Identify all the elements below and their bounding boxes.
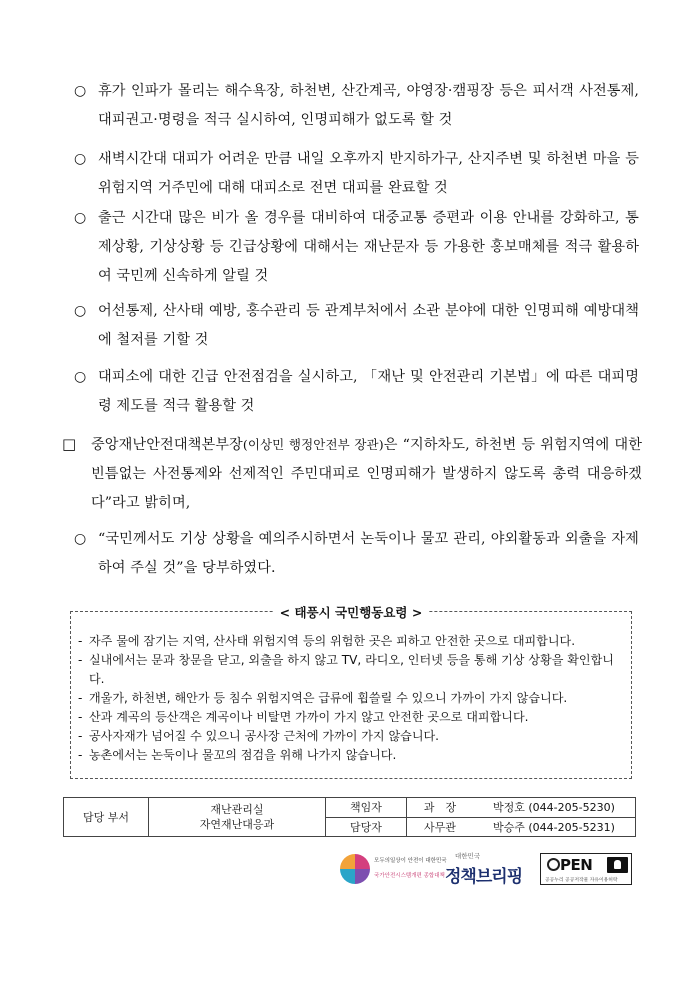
bullet-item-3 [74, 204, 639, 291]
guide-item: - 산과 계곡의 등산객은 계곡이나 비탈면 가까이 가지 않고 안전한 곳으로 대피합니다. [78, 708, 626, 727]
guide-item: - 자주 물에 잠기는 지역, 산사태 위험지역 등의 위험한 곳은 피하고 안전한 곳으로 대피합니다. [78, 632, 626, 651]
square-bullet-icon: □ [62, 435, 77, 453]
kogl-open-logo: PEN 공공누리 공공저작물 자유이용허락 [540, 853, 632, 885]
square-paragraph [62, 430, 642, 518]
bullet-item-5 [74, 363, 639, 421]
bullet-item-1 [74, 77, 639, 135]
bullet-text: 출근 시간대 많은 비가 올 경우를 대비하여 대중교통 증편과 이용 안내를 강화하고, 통제상황, 기상상황 등 긴급상황에 대해서는 재난문자 등 가용한 홍보매체를 적극 활용하여 국민께 신속하게 알릴 것 [98, 210, 639, 284]
typhoon-guide-box [70, 605, 632, 779]
circle-bullet-icon: ○ [74, 369, 87, 385]
bullet-item-4 [74, 297, 639, 355]
guide-item: - 농촌에서는 논둑이나 물꼬의 점검을 위해 나가지 않습니다. [78, 746, 626, 765]
person-cell: 박정호 (044-205-5230) [473, 798, 636, 818]
safety-korea-logo: 모두의일상이 안전이 대한민국 국가안전시스템개편 종합대책 [340, 851, 430, 889]
contact-row [64, 798, 636, 818]
guide-item: - 개울가, 하천변, 해안가 등 침수 위험지역은 급류에 휩쓸릴 수 있으니 가까이 가지 않습니다. [78, 689, 626, 708]
guide-title: < 태풍시 국민행동요령 > [71, 603, 631, 621]
open-o-icon [547, 858, 560, 871]
bullet-text: 대피소에 대한 긴급 안전점검을 실시하고, 「재난 및 안전관리 기본법」에 따른 대피명령 제도를 적극 활용할 것 [98, 369, 639, 414]
bullet-item-2 [74, 145, 639, 203]
dept-label: 담당 부서 [64, 798, 149, 837]
guide-item: - 실내에서는 문과 창문을 닫고, 외출을 하지 않고 TV, 라디오, 인터넷 등을 통해 기상 상황을 확인합니다. [78, 651, 626, 689]
bullet-text: 휴가 인파가 몰리는 해수욕장, 하천변, 산간계곡, 야영장·캠핑장 등은 피서객 사전통제, 대피권고·명령을 적극 실시하여, 인명피해가 없도록 할 것 [98, 83, 639, 128]
bullet-text: 새벽시간대 대피가 어려운 만큼 내일 오후까지 반지하가구, 산지주변 및 하천변 마을 등 위험지역 거주민에 대해 대피소로 전면 대피를 완료할 것 [98, 151, 639, 196]
role-cell: 책임자 [326, 798, 407, 818]
guide-item: - 공사자재가 넘어질 수 있으니 공사장 근처에 가까이 가지 않습니다. [78, 727, 626, 746]
circle-bullet-icon: ○ [74, 210, 87, 226]
policy-briefing-logo: 대한민국 정책브리핑 [445, 852, 523, 887]
bullet-item-final [74, 525, 639, 583]
square-text: 중앙재난안전대책본부장(이상민 행정안전부 장관)은 “지하차도, 하천변 등 위험지역에 대한 빈틈없는 사전통제와 선제적인 주민대피로 인명피해가 발생하지 않도록 총력 대응하겠다”라고 밝히며, [91, 437, 642, 511]
person-cell: 박승주 (044-205-5231) [473, 817, 636, 837]
circle-bullet-icon: ○ [74, 531, 87, 547]
attribution-icon [607, 857, 628, 873]
title-cell: 과 장 [407, 798, 474, 818]
circle-bullet-icon: ○ [74, 303, 87, 319]
safety-logo-icon [340, 854, 370, 884]
role-cell: 담당자 [326, 817, 407, 837]
circle-bullet-icon: ○ [74, 151, 87, 167]
title-cell: 사무관 [407, 817, 474, 837]
contact-table [63, 797, 636, 837]
circle-bullet-icon: ○ [74, 83, 87, 99]
bullet-text: 어선통제, 산사태 예방, 홍수관리 등 관계부처에서 소관 분야에 대한 인명피해 예방대책에 철저를 기할 것 [98, 303, 639, 348]
dept-name: 재난관리실 자연재난대응과 [149, 798, 326, 837]
guide-list [78, 632, 626, 765]
bullet-text: “국민께서도 기상 상황을 예의주시하면서 논둑이나 물꼬 관리, 야외활동과 외출을 자제하여 주실 것”을 당부하였다. [98, 531, 639, 576]
